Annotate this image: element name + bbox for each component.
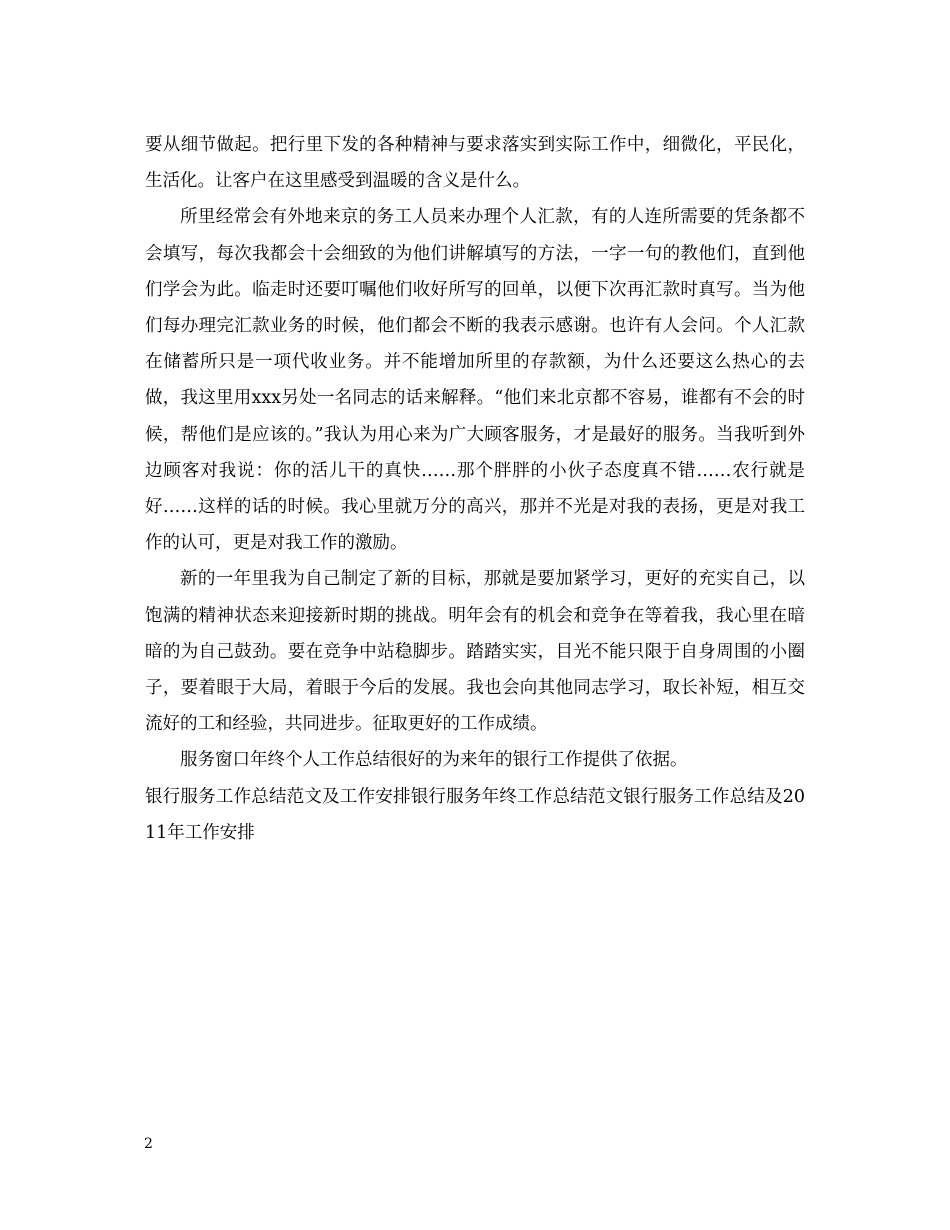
paragraph-new-year-goals: 新的一年里我为自己制定了新的目标，那就是要加紧学习，更好的充实自己，以饱满的精神状态来迎接新时期的挑战。明年会有的机会和竞争在等着我，我心里在暗暗的为自己鼓劲。要在竞争中站稳脚步。踏踏实实，目光不能只限于自身周围的小圈子，要着眼于大局，着眼于今后的发展。我也会向其他同志学习，取长补短，相互交流好的工和经验，共同进步。征取更好的工作成绩。 bbox=[145, 569, 805, 735]
related-titles: 银行服务工作总结范文及工作安排银行服务年终工作总结范文银行服务工作总结及2011年工作安排 bbox=[145, 786, 805, 843]
paragraph-summary: 服务窗口年终个人工作总结很好的为来年的银行工作提供了依据。 bbox=[180, 750, 688, 771]
page-number: 2 bbox=[144, 1136, 153, 1152]
document-body bbox=[145, 127, 805, 851]
paragraph-continuation: 要从细节做起。把行里下发的各种精神与要求落实到实际工作中，细微化，平民化，生活化。让客户在这里感受到温暖的含义是什么。 bbox=[145, 135, 805, 192]
paragraph-remittance-service: 所里经常会有外地来京的务工人员来办理个人汇款，有的人连所需要的凭条都不会填写，每次我都会十会细致的为他们讲解填写的方法，一字一句的教他们，直到他们学会为此。临走时还要叮嘱他们收好所写的回单，以便下次再汇款时真写。当为他们每办理完汇款业务的时候，他们都会不断的我表示感谢。也许有人会问。个人汇款在储蓄所只是一项代收业务。并不能增加所里的存款额，为什么还要这么热心的去做，我这里用xxx另处一名同志的话来解释。“他们来北京都不容易，谁都有不会的时候，帮他们是应该的。”我认为用心来为广大顾客服务，才是最好的服务。当我听到外边顾客对我说：你的活儿干的真快……那个胖胖的小伙子态度真不错……农行就是好……这样的话的时候。我心里就万分的高兴，那并不光是对我的表扬，更是对我工作的认可，更是对我工作的激励。 bbox=[145, 207, 805, 554]
